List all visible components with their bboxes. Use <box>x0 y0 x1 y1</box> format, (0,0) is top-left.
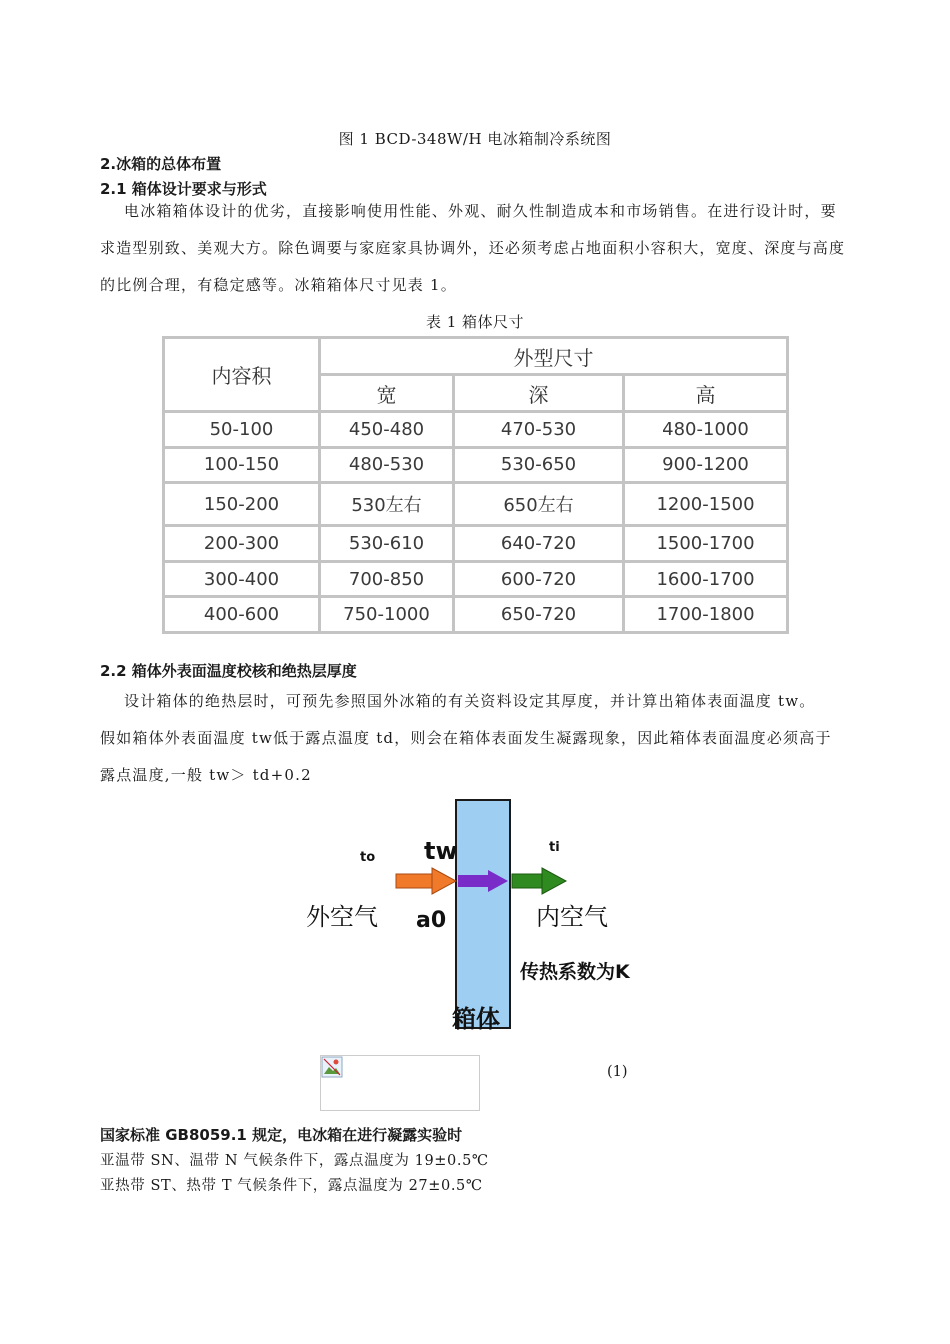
section-2-1-paragraph: 电冰箱箱体设计的优劣，直接影响使用性能、外观、耐久性制造成本和市场销售。在进行设计时，要求造型别致、美观大方。除色调要与家庭家具协调外，还必须考虑占地面积小容积大，宽度、深度与高度的比例合理，有稳定感等。冰箱箱体尺寸见表 1。 <box>100 202 846 294</box>
table-cell: 530-610 <box>320 526 454 562</box>
section-2-2-line2: 假如箱体外表面温度 tw低于露点温度 td，则会在箱体表面发生凝露现象，因此箱体表面温度必须高于 <box>100 729 832 747</box>
table-header-depth: 深 <box>454 375 624 412</box>
table-cell: 100-150 <box>164 447 320 483</box>
standard-line2: 亚热带 ST、热带 T 气候条件下，露点温度为 27±0.5℃ <box>100 1178 483 1194</box>
section-2-title: 2.冰箱的总体布置 <box>100 155 222 173</box>
section-2-2-title: 2.2 箱体外表面温度校核和绝热层厚度 <box>100 662 357 680</box>
broken-image-icon <box>321 1056 343 1078</box>
table-header-height: 高 <box>624 375 788 412</box>
table-header-volume: 内容积 <box>164 338 320 412</box>
table-cell: 400-600 <box>164 597 320 633</box>
section-2-2-line1: 设计箱体的绝热层时，可预先参照国外冰箱的有关资料设定其厚度，并计算出箱体表面温度 tw。 <box>124 692 816 710</box>
table-row <box>164 597 788 633</box>
table-cell: 1600-1700 <box>624 561 788 597</box>
table-row <box>164 447 788 483</box>
table-cell: 750-1000 <box>320 597 454 633</box>
table-cell: 300-400 <box>164 561 320 597</box>
label-a0: a0 <box>416 908 447 933</box>
table-cell: 150-200 <box>164 483 320 526</box>
table-cell: 480-530 <box>320 447 454 483</box>
arrow-in-icon <box>396 868 456 894</box>
table-row <box>164 483 788 526</box>
table-cell: 900-1200 <box>624 447 788 483</box>
table-header-width: 宽 <box>320 375 454 412</box>
figure-caption: 图 1 BCD-348W/H 电冰箱制冷系统图 <box>338 130 612 148</box>
broken-image-placeholder <box>320 1055 480 1111</box>
table-cell: 650-720 <box>454 597 624 633</box>
label-outer-air: 外空气 <box>306 903 378 931</box>
table-header-group: 外型尺寸 <box>320 338 788 375</box>
table-cell: 50-100 <box>164 412 320 448</box>
table-cell: 1700-1800 <box>624 597 788 633</box>
table-cell: 640-720 <box>454 526 624 562</box>
table-cell: 600-720 <box>454 561 624 597</box>
label-ti: ti <box>549 840 560 855</box>
table-cell: 480-1000 <box>624 412 788 448</box>
table-row <box>164 526 788 562</box>
table-row <box>164 412 788 448</box>
equation-number: (1) <box>607 1064 628 1080</box>
table-caption: 表 1 箱体尺寸 <box>425 313 525 331</box>
arrow-out-icon <box>512 868 566 894</box>
box-size-table <box>162 336 789 634</box>
label-box: 箱体 <box>452 1005 500 1033</box>
table-cell: 1200-1500 <box>624 483 788 526</box>
table-cell: 530-650 <box>454 447 624 483</box>
table-cell: 650左右 <box>454 483 624 526</box>
label-tw: tw <box>424 837 458 865</box>
label-inner-air: 内空气 <box>536 903 608 931</box>
standard-line1: 亚温带 SN、温带 N 气候条件下，露点温度为 19±0.5℃ <box>100 1153 489 1169</box>
label-heat-transfer-k: 传热系数为K <box>520 961 630 983</box>
table-cell: 530左右 <box>320 483 454 526</box>
table-cell: 200-300 <box>164 526 320 562</box>
heat-transfer-diagram <box>300 795 655 1040</box>
table-cell: 450-480 <box>320 412 454 448</box>
box-wall <box>456 800 510 1028</box>
table-cell: 700-850 <box>320 561 454 597</box>
table-cell: 1500-1700 <box>624 526 788 562</box>
standard-title: 国家标准 GB8059.1 规定，电冰箱在进行凝露实验时 <box>100 1126 463 1144</box>
label-to: to <box>360 850 376 865</box>
table-row <box>164 561 788 597</box>
section-2-2-line3: 露点温度,一般 tw＞ td+0.2 <box>100 766 312 784</box>
section-2-1-title: 2.1 箱体设计要求与形式 <box>100 180 267 198</box>
table-cell: 470-530 <box>454 412 624 448</box>
